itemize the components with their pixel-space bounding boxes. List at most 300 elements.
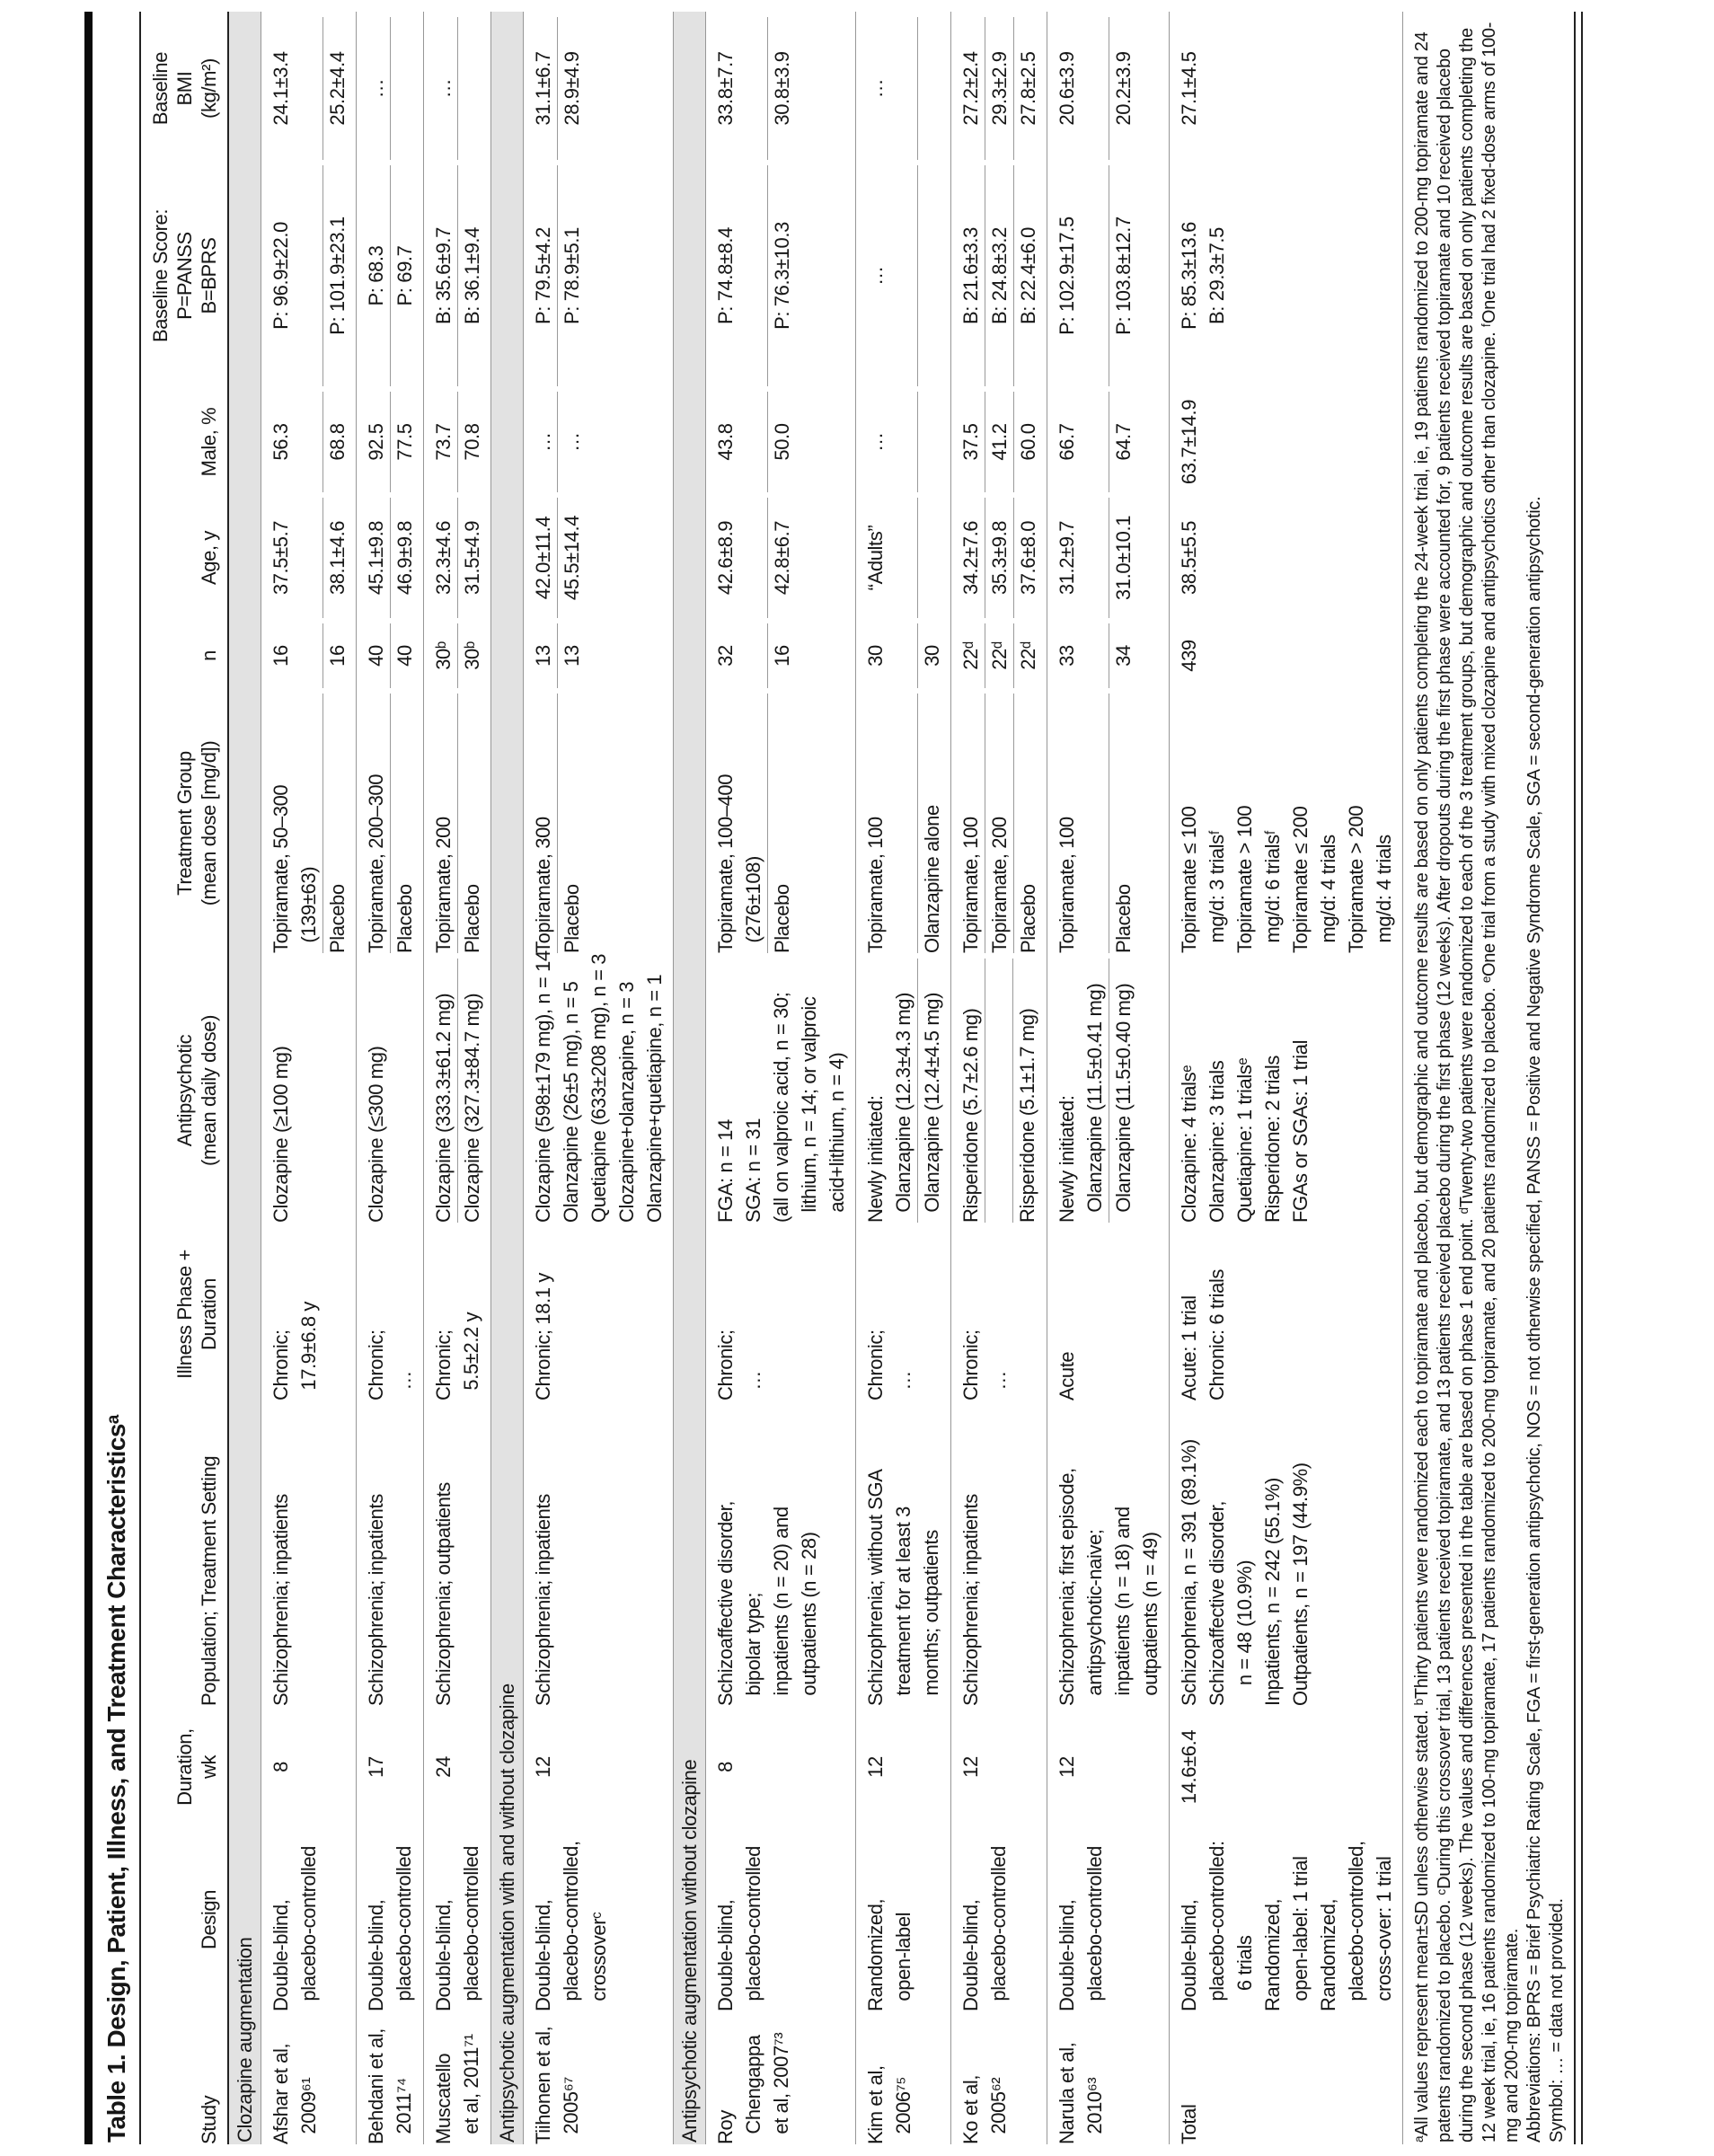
cell-line: open-label: 1 trial [1289,1856,1312,2011]
cell-design [1053,1823,1164,2011]
cell-treatment [711,688,851,953]
cell-n [429,618,486,688]
column-header-line: Treatment Group [173,751,196,896]
cell-line: acid+lithium, n = 4) [826,1052,848,1223]
cell-line: B: 29.3±7.5 [1206,227,1228,324]
cell-illness [711,1223,851,1401]
cell-line: Topiramate, 200–300 [365,773,387,953]
cell-line: Topiramate, 100 [959,817,982,953]
cell-score [267,160,351,386]
arm-band [267,694,322,953]
cell-antipsychotic [711,953,851,1223]
arm-band [529,498,557,618]
cell-bmi [861,12,946,160]
arm-band [1109,17,1137,160]
cell-line: Chronic; 18.1 y [532,1273,554,1401]
cell-design [861,1823,946,2011]
cell-line: 2010⁶³ [1083,2077,1106,2144]
cell-line: open-label [892,1912,914,2011]
cell-line: Randomized, [1261,1898,1284,2011]
cell-line: Acute: 1 trial [1178,1295,1200,1401]
cell-bmi [1053,12,1164,160]
cell-line: Placebo [326,884,349,953]
cell-design [429,1823,486,2011]
arm-band [1109,694,1137,953]
cell-line: Topiramate > 200 [1345,805,1367,953]
arm-band [1053,498,1109,618]
cell-n [1053,618,1164,688]
cell-line: Olanzapine (11.5±0.41 mg) [1083,983,1106,1223]
cell-line: n = 48 (10.9%) [1233,1560,1256,1706]
column-header-line: Population; Treatment Setting [198,1455,220,1706]
arm-band [390,623,419,688]
cell-line: Topiramate, 200 [988,817,1011,953]
cell-treatment [529,688,668,953]
cell-study [861,2011,946,2144]
arm-band [557,694,586,953]
cell-line: Placebo [1017,884,1039,953]
table-row-study [261,12,357,2144]
arm-band [917,392,945,492]
cell-male [861,386,946,492]
column-header-age [197,492,221,618]
cell-population [529,1401,668,1706]
cell-line: Double-blind, [959,1899,982,2011]
cell-line: 2005⁶⁷ [560,2077,582,2144]
arm-band [267,17,322,160]
cell-line: 45.5±14.4 [561,515,583,601]
cell-line: 22ᵈ [959,641,982,670]
cell-line: lithium, n = 14; or valproic [798,996,820,1223]
cell-treatment [1175,688,1398,953]
arm-band [957,623,985,688]
arm-band [711,165,767,386]
arm-band [429,498,457,618]
cell-line: Risperidone: 2 trials [1261,1055,1284,1223]
arm-band [322,694,351,953]
cell-line: Topiramate, 100 [1056,817,1078,953]
cell-line: placebo-controlled [393,1845,415,2011]
cell-design [957,1823,1042,2011]
cell-score [429,160,486,386]
cell-line: Olanzapine alone [921,805,943,953]
cell-male [1053,386,1164,492]
column-header-line: P=PANSS [173,232,196,320]
cell-male [1175,386,1398,492]
cell-line: 14.6±6.4 [1178,1729,1200,1805]
cell-line: 17.9±6.8 y [297,1301,320,1401]
cell-line: 16 [771,645,793,667]
column-header-male [197,386,221,492]
cell-score [529,160,668,386]
cell-antipsychotic [957,953,1042,1223]
column-header-line: Age, y [198,531,220,585]
cell-line: Double-blind, [269,1899,292,2011]
cell-line: Randomized, [1317,1898,1339,2011]
cell-line: 8 [269,1762,292,1772]
column-header-line: Male, % [198,407,220,477]
arm-band [457,959,486,1223]
cell-line: 43.8 [714,423,737,461]
cell-line: Chronic; [432,1330,455,1401]
cell-line: 31.0±10.1 [1112,515,1135,601]
cell-line: Clozapine (≥100 mg) [269,1046,292,1223]
cell-line: Total [1178,2104,1200,2144]
cell-line: Clozapine (≤300 mg) [365,1046,387,1223]
column-header-line: (kg/m²) [198,58,220,119]
cell-age [1175,492,1398,618]
cell-line: P: 76.3±10.3 [771,222,793,330]
cell-line: … [432,78,455,99]
cell-antipsychotic [1053,953,1164,1223]
cell-line: 35.3±9.8 [988,520,1011,596]
cell-line: months; outpatients [920,1530,942,1706]
cell-line: Topiramate ≤ 100 [1178,806,1200,953]
cell-line: Placebo [771,884,793,953]
cell-line: Clozapine: 4 trialsᵉ [1178,1065,1200,1223]
cell-line: 34.2±7.6 [959,520,982,596]
cell-line: 42.0±11.4 [532,516,554,600]
cell-line: 50.0 [771,423,793,461]
cell-line: 12 [959,1756,982,1778]
cell-study [267,2011,351,2144]
section-label: Antipsychotic augmentation without clozapine [678,1759,701,2143]
cell-line: Afshar et al, [269,2043,292,2144]
cell-line: FGAs or SGAs: 1 trial [1289,1039,1312,1223]
arm-band [1053,392,1109,492]
cell-line: 6 trials [1233,1935,1256,2011]
cell-illness [1053,1223,1164,1401]
cell-score [1053,160,1164,386]
cell-line: 16 [269,645,292,667]
cell-line: P: 85.3±13.6 [1178,222,1200,330]
cell-line: 45.1±9.8 [365,520,387,596]
cell-population [1053,1401,1164,1706]
column-header-bmi [148,12,221,160]
arm-band [322,17,351,160]
cell-line: 13 [561,645,583,667]
cell-line: Placebo [1112,884,1135,953]
cell-n [267,618,351,688]
cell-line: placebo-controlled: [1206,1841,1228,2011]
cell-line: 37.5 [959,423,982,461]
cell-line: B: 36.1±9.4 [461,227,483,324]
cell-line: Schizophrenia; inpatients [532,1494,554,1706]
arm-band [1013,165,1042,386]
arm-band [1012,959,1041,1223]
cell-line: Schizophrenia; outpatients [432,1482,455,1706]
table-row-study [357,12,424,2144]
cell-line: (276±108) [742,856,764,953]
cell-line: Topiramate, 200 [432,817,455,953]
cell-line: 12 [1056,1756,1078,1778]
cell-study [957,2011,1042,2144]
cell-line: 32.3±4.6 [432,520,455,596]
cell-male [429,386,486,492]
cell-line: 66.7 [1056,423,1078,461]
cell-line: 31.5±4.9 [461,520,483,596]
cell-line: 22ᵈ [988,641,1011,670]
cell-line: (139±63) [297,866,320,953]
cell-line: 40 [365,645,387,667]
cell-line: Newly initiated: [864,1095,887,1223]
cell-line: Olanzapine (11.5±0.40 mg) [1112,983,1135,1223]
cell-line: Olanzapine (12.4±4.5 mg) [921,992,943,1223]
arm-band [767,623,796,688]
cell-antipsychotic [267,953,351,1223]
cell-line: B: 35.6±9.7 [432,227,455,324]
cell-antipsychotic [529,950,668,1223]
arm-band [390,17,418,160]
arm-band [985,694,1013,953]
arm-band [861,623,917,688]
cell-line: 12 [864,1756,887,1778]
cell-line: Double-blind, [714,1899,737,2011]
cell-n [1175,618,1398,688]
cell-line: mg/d: 3 trialsᶠ [1206,830,1228,953]
cell-line: placebo-controlled [297,1845,320,2011]
arm-band [390,392,419,492]
cell-line: Olanzapine (26±5 mg), n = 5 [560,981,582,1223]
arm-band [711,498,767,618]
arm-band [1109,959,1137,1223]
cell-design [362,1823,419,2011]
cell-line: 25.2±4.4 [326,51,349,126]
cell-n [362,618,419,688]
cell-line: Narula et al, [1056,2042,1078,2144]
cell-line: Chronic; [365,1330,387,1401]
cell-bmi [957,12,1042,160]
cell-line: Double-blind, [365,1899,387,2011]
cell-score [711,160,851,386]
cell-line: … [393,1370,415,1401]
cell-line: Quetiapine (633±208 mg), n = 3 [588,953,610,1223]
column-header-line: wk [198,1754,220,1780]
arm-band [1053,959,1109,1223]
cell-line: Topiramate, 100–400 [714,773,737,953]
arm-band [322,623,351,688]
arm-band [267,392,322,492]
arm-band [985,959,1012,1223]
cell-line: outpatients (n = 49) [1139,1532,1162,1706]
cell-line: Chronic: 6 trials [1206,1268,1228,1401]
cell-illness [429,1223,486,1401]
cell-line: … [742,1370,764,1401]
cell-male [711,386,851,492]
cell-line: … [561,432,583,452]
arm-band [957,17,985,160]
cell-line: 33 [1056,645,1078,667]
cell-duration [429,1706,486,1823]
arm-band [1053,17,1109,160]
arm-band [429,694,457,953]
top-heavy-rule [84,12,93,2144]
arm-band [429,392,457,492]
cell-line: 20.2±3.9 [1112,51,1135,126]
cell-line: P: 79.5±4.2 [532,227,554,324]
cell-bmi [429,12,486,160]
cell-male [529,386,668,492]
cell-line: Behdani et al, [365,2028,387,2144]
arm-band [390,694,419,953]
cell-duration [529,1706,668,1823]
arm-band [861,165,917,386]
cell-line: 30.8±3.9 [771,51,793,126]
cell-line: Schizoaffective disorder, [714,1500,737,1706]
cell-line: 34 [1112,645,1135,667]
cell-line: 8 [714,1762,737,1772]
arm-band [362,498,390,618]
arm-band [557,623,586,688]
cell-line: Roy [714,2110,737,2144]
cell-bmi [362,12,419,160]
cell-line: 37.5±5.7 [269,520,292,596]
cell-line: Risperidone (5.1±1.7 mg) [1016,1008,1038,1223]
table-row-study [856,12,951,2144]
cell-n [529,618,668,688]
column-header-antipsychotic [172,953,221,1223]
cell-line: Schizophrenia; inpatients [269,1494,292,1706]
cell-line: Outpatients, n = 197 (44.9%) [1289,1462,1312,1706]
column-header-line: Baseline [149,51,172,126]
arm-band [362,392,390,492]
cell-line: cross-over: 1 trial [1373,1856,1395,2011]
cell-age [362,492,419,618]
cell-male [957,386,1042,492]
cell-line: treatment for at least 3 [892,1507,914,1706]
cell-line: placebo-controlled [1083,1845,1106,2011]
column-header-line: Antipsychotic [173,1034,196,1147]
column-header-line: BMI [173,71,196,106]
cell-study [711,2011,851,2144]
cell-line: Clozapine+olanzapine, n = 3 [615,981,638,1223]
cell-line: 73.7 [432,423,455,461]
cell-line: … [532,432,554,452]
table-row-study [524,12,674,2144]
arm-band [985,165,1013,386]
cell-line: et al, 2007⁷³ [770,2032,792,2144]
arm-band [985,498,1013,618]
cell-treatment [957,688,1042,953]
cell-line: “Adults” [864,525,887,591]
column-header-line: n [198,650,220,661]
column-header-illness [172,1223,221,1401]
arm-band [1013,623,1042,688]
cell-line: 42.6±8.9 [714,520,737,596]
column-header-line: Duration, [173,1728,196,1806]
arm-band [917,165,945,386]
cell-line: Double-blind, [1178,1899,1200,2011]
table-row-study [424,12,491,2144]
cell-design [267,1823,351,2011]
cell-line: 439 [1178,640,1200,672]
arm-band [1013,17,1042,160]
cell-line: 56.3 [269,423,292,461]
arm-band [1109,623,1137,688]
cell-duration [957,1706,1042,1823]
cell-population [267,1401,351,1706]
cell-line: 27.2±2.4 [959,51,982,126]
arm-band [917,694,946,953]
cell-score [957,160,1042,386]
column-header-score [148,160,221,386]
cell-line: bipolar type; [742,1592,764,1706]
cell-line: Double-blind, [1056,1899,1078,2011]
cell-antipsychotic [1175,953,1398,1223]
cell-line: 46.9±9.8 [393,520,416,596]
column-header-treatment [172,688,221,953]
column-header-design [197,1823,221,2011]
cell-line: 31.2±9.7 [1056,520,1078,596]
cell-line: Double-blind, [432,1899,455,2011]
cell-score [1175,160,1398,386]
cell-n [861,618,946,688]
footnotes-a-f: ᵃAll values represent mean±SD unless otherwise stated. ᵇThirty patients were randomized each to topiramate and placebo, but demographic and outcome results are based on only patients completing the 24-week trial, ie, 19 patients randomized to 200-mg topiramate and 24 patents randomized to placebo. ᶜDuring this crossover trial, 13 patients received topiramate, and 13 patients received placebo during the first phase (12 weeks). After dropouts during the first phase were accounted for, 9 patients received topiramate and 10 received placebo during the second phase (12 weeks). The values and differences presented in the table are based on phase 1 end point. ᵈTwenty-two patients were randomized to each of the 3 treatment groups, but demographic and outcome results are based on only patients completing the 12 week trial, ie, 16 patients randomized to 100-mg topiramate, 17 patients randomized to 200-mg topiramate, and 20 patients randomized to placebo. ᵉOne trial from a study with mixed clozapine and antipsychotics other than clozapine. ᶠOne trial had 2 fixed-dose arms of 100-mg and 200-mg topiramate. [1412,22,1522,2143]
arm-band [957,498,985,618]
arm-band [917,498,945,618]
cell-line: Newly initiated: [1056,1095,1078,1223]
cell-line: Double-blind, [532,1899,554,2011]
table-title: Table 1. Design, Patient, Illness, and Treatment Characteristicsᵃ [93,12,141,2144]
cell-line: Olanzapine+quetiapine, n = 1 [643,974,666,1223]
arm-band [362,694,390,953]
cell-duration [362,1706,419,1823]
cell-line: 68.8 [326,423,349,461]
arm-band [529,392,557,492]
arm-band [557,165,586,386]
arm-band [429,623,457,688]
table-header-row [141,12,229,2144]
cell-line: placebo-controlled, [560,1841,582,2011]
cell-duration [861,1706,946,1823]
cell-line: 42.8±6.7 [771,520,793,596]
cell-line: 24.1±3.4 [269,51,292,126]
cell-line: P: 69.7 [393,245,416,306]
arm-band [767,694,796,953]
cell-line: 2006⁷⁵ [892,2076,914,2144]
cell-n [711,618,851,688]
arm-band [322,165,351,386]
section-row [229,12,261,2144]
cell-duration [1175,1706,1398,1823]
cell-line: mg/d: 4 trials [1373,835,1395,953]
cell-illness [267,1223,351,1401]
cell-line: Topiramate, 50–300 [269,784,292,953]
arm-band [429,165,457,386]
cell-line: Chronic; [864,1330,887,1401]
cell-line: 33.8±7.7 [714,51,737,126]
cell-bmi [529,12,668,160]
arm-band [362,165,390,386]
cell-line: 28.9±4.9 [561,51,583,126]
cell-study [1175,2011,1398,2144]
arm-band [457,165,486,386]
section-label: Antipsychotic augmentation with and without clozapine [496,1683,518,2143]
arm-band [529,694,557,953]
table-row-study [1047,12,1170,2144]
cell-duration [711,1706,851,1823]
cell-age [267,492,351,618]
cell-line: Clozapine (327.3±84.7 mg) [461,993,483,1223]
arm-band [711,17,767,160]
arm-band [917,17,945,160]
arm-band [985,623,1013,688]
cell-antipsychotic [362,953,419,1223]
cell-line: mg/d: 6 trialsᶠ [1261,830,1284,953]
section-row [674,12,706,2144]
cell-population [711,1401,851,1706]
cell-line: Chronic; [714,1330,737,1401]
